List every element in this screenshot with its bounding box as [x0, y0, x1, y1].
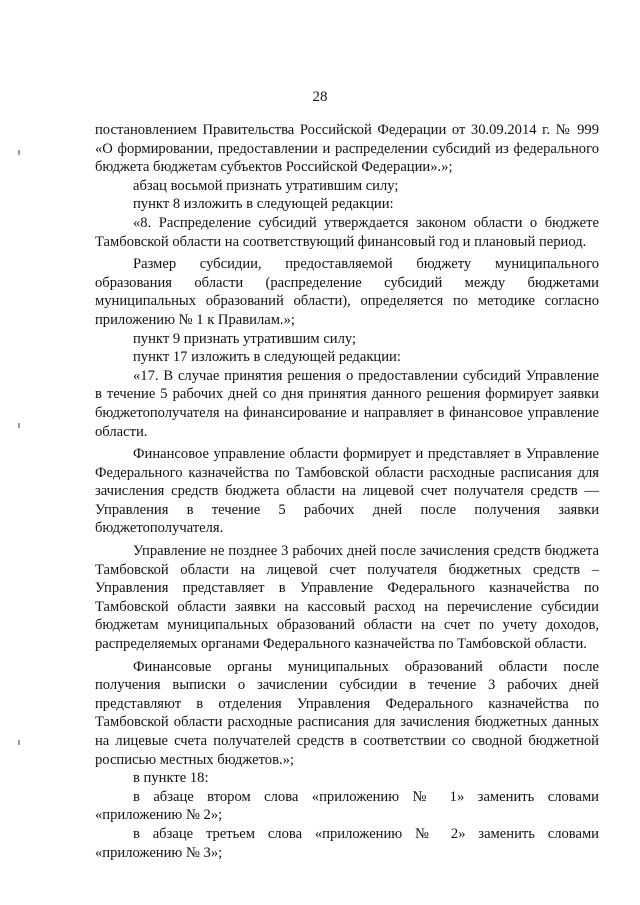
paragraph-5: Размер субсидии, предоставляемой бюджету муниципального образования области (распределение субсидий между бюджетами муниципальных образований области), определяется по методике согласно приложению № 1 к Правилам.»; [95, 256, 599, 328]
paragraph-10: Управление не позднее 3 рабочих дней после зачисления средств бюджета Тамбовской области на лицевой счет получателя бюджетных средств – Управления представляет в Управление Федерального казначейства по Тамбовской области заявки на кассовый расход на перечисление субсидии бюджетам муниципальных образований области на счет по учету доходов, распределяемых органами Федерального казначейства по Тамбовской области. [95, 543, 599, 653]
scan-margin-mark [18, 740, 20, 745]
paragraph-6: пункт 9 признать утратившим силу; [133, 330, 357, 347]
paragraph-11: Финансовые органы муниципальных образований области после получения выписки о зачислении субсидии в течение 3 рабочих дней представляют в отделения Управления Федерального казначейства по Тамбовской области расходные расписания для зачисления бюджетных данных на лицевые счета получателей средств в соответствии со сводной бюджетной росписью местных бюджетов.»; [95, 658, 599, 768]
scan-margin-mark [18, 423, 20, 428]
paragraph-8: «17. В случае принятия решения о предоставлении субсидий Управление в течение 5 рабочих дней со дня принятия данного решения формирует заявки бюджетополучателя на финансирование и направляет в финансовое управление области. [95, 367, 599, 440]
paragraph-4: «8. Распределение субсидий утверждается законом области о бюджете Тамбовской области на соответствующий финансовый год и плановый период. [95, 214, 599, 250]
page-number: 28 [312, 89, 328, 105]
paragraph-3: пункт 8 изложить в следующей редакции: [133, 196, 394, 213]
paragraph-9: Финансовое управление области формирует и представляет в Управление Федерального казначейства по Тамбовской области расходные расписания для зачисления средств бюджета области на лицевой счет получателя средств — Управления в течение 5 рабочих дней после получения заявки бюджетополучателя. [95, 446, 599, 537]
document-body [95, 121, 599, 862]
paragraph-12: в пункте 18: [133, 770, 209, 787]
scan-margin-mark [18, 150, 20, 155]
paragraph-2: абзац восьмой признать утратившим силу; [133, 177, 399, 194]
paragraph-14: в абзаце третьем слова «приложению № 2» заменить словами «приложению № 3»; [95, 825, 599, 861]
paragraph-7: пункт 17 изложить в следующей редакции: [133, 349, 401, 366]
paragraph-13: в абзаце втором слова «приложению № 1» заменить словами «приложению № 2»; [95, 788, 599, 824]
paragraph-1: постановлением Правительства Российской Федерации от 30.09.2014 г. № 999 «О формировании, предоставлении и распределении субсидий из федерального бюджета бюджетам субъектов Российской Федерации».»; [95, 122, 599, 176]
